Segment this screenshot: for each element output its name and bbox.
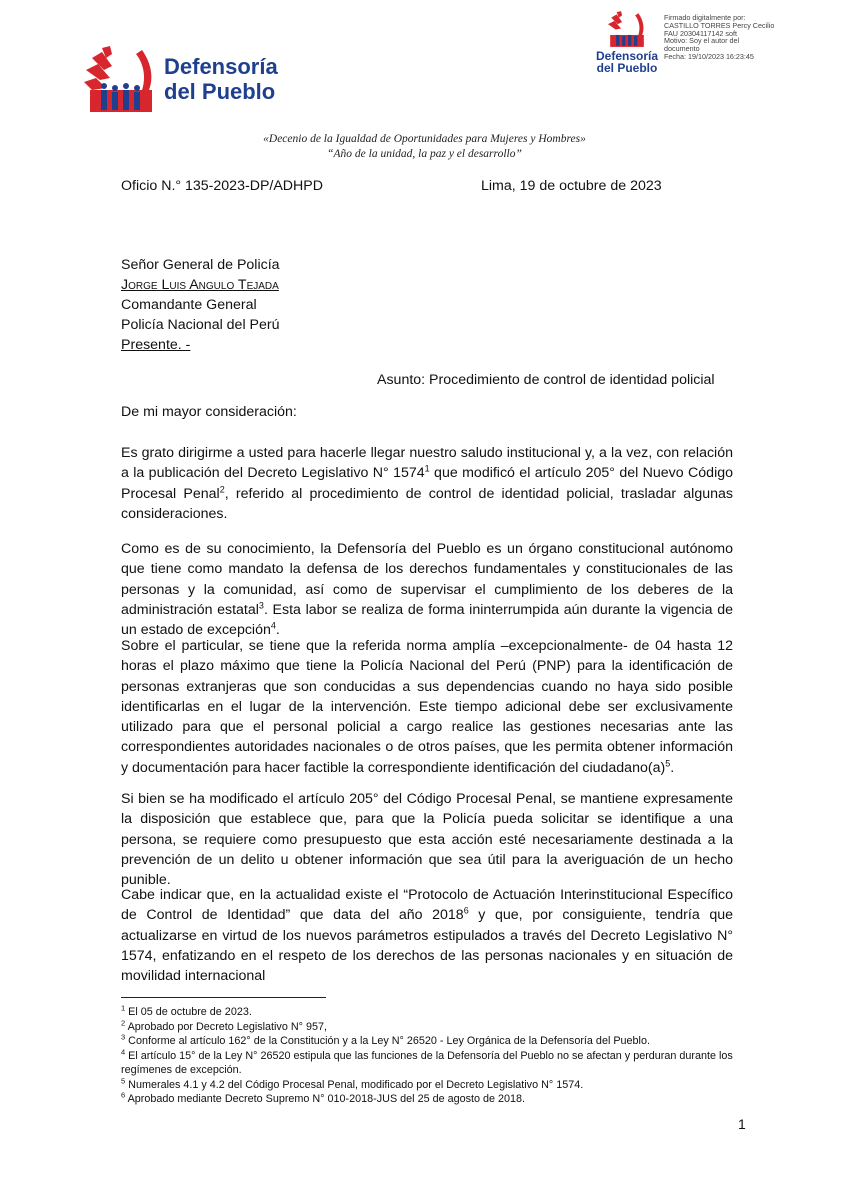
footnote-number: 5 [121, 1075, 126, 1085]
p3-text: . [670, 759, 675, 776]
letter-date: Lima, 19 de octubre de 2023 [481, 178, 662, 194]
oficio-number: Oficio N.° 135-2023-DP/ADHPD [121, 178, 324, 194]
footnote [121, 1034, 733, 1049]
paragraph-1 [121, 443, 733, 524]
footnote-number: 4 [121, 1046, 126, 1056]
signature-line: documento [664, 44, 700, 54]
paragraph-4: Si bien se ha modificado el artículo 205° del Código Procesal Penal, se mantiene expresamente la disposición que establece que, para que la Policía pueda solicitar se identifique a una persona, se requiere como presupuesto que esta acción esté necesariamente destinada a la prevención de un delito u obtener información que sea útil para la averiguación de un hecho punible. [121, 791, 733, 889]
defensoria-emblem-icon [82, 44, 160, 114]
recipient-title: Señor General de Policía [121, 257, 280, 273]
recipient-name: Jorge Luis Angulo Tejada [121, 277, 279, 293]
year-motto: “Año de la unidad, la paz y el desarrollo” [327, 148, 522, 160]
signature-line: Fecha: 19/10/2023 16:23:45 [664, 51, 754, 61]
p2-text: . [275, 622, 280, 639]
footnote [121, 1075, 733, 1093]
footnote-ref: 5 [665, 758, 671, 769]
p3-text: Sobre el particular, se tiene que la referida norma amplía –excepcionalmente- de 04 hasta 12 horas el plazo máximo que tiene la Policía Nacional del Perú (PNP) para la identificación de personas extranjeras que son conducidas a sus dependencias cuando no haya sido posible identificarlas en el lugar de la intervención. Este tiempo adicional debe ser exclusivamente utilizado para que el personal policial a cargo realice las gestiones necesarias ante las correspondientes autoridades nacionales o de otros países, que les permita obtener información y documentación para hacer factible la correspondiente identificación del ciudadano(a) [121, 638, 733, 776]
footnote-text: Conforme al artículo 162° de la Constitución y a la Ley N° 26520 - Ley Orgánica de la Defensoría del Pueblo. [125, 1035, 650, 1047]
paragraph-5 [121, 885, 733, 986]
footnote-ref: 2 [219, 483, 225, 494]
defensoria-small-logo [596, 10, 658, 74]
defensoria-emblem-icon [602, 10, 652, 48]
footnote-ref: 4 [270, 620, 276, 631]
signature-line: FAU 20304117142 soft [664, 28, 737, 38]
footnote-divider [121, 997, 326, 998]
footnote [121, 1046, 733, 1078]
signature-line: Firmado digitalmente por: [664, 13, 746, 22]
footnote-number: 1 [121, 1003, 126, 1013]
digital-signature [664, 14, 834, 61]
greeting: De mi mayor consideración: [121, 404, 297, 420]
page-number: 1 [738, 1116, 746, 1132]
footnote-number: 3 [121, 1032, 126, 1042]
paragraph-3 [121, 636, 733, 778]
presente: Presente. - [121, 337, 191, 353]
decenio-line: «Decenio de la Igualdad de Oportunidades para Mujeres y Hombres» [263, 133, 586, 145]
p5-text: y que, por consiguiente, tendría que actualizarse en virtud de los nuevos parámetros estipulados a través del Decreto Legislativo N° 1574, enfatizando en el respeto de los derechos de las personas nacionales y en situación de movilidad internacional [121, 907, 733, 985]
small-logo-line1: Defensoría [596, 49, 659, 63]
p2-text: Como es de su conocimiento, la Defensoría del Pueblo es un órgano constitucional autónomo que tiene como mandato la defensa de los derechos fundamentales y constitucionales de las personas y la comunidad, así como de supervisar el cumplimiento de los deberes de la administración estatal [121, 541, 733, 618]
recipient-institution: Policía Nacional del Perú [121, 317, 280, 333]
footnote [121, 1005, 733, 1020]
footnote-number: 6 [121, 1090, 126, 1100]
footnote-ref: 6 [463, 905, 469, 916]
p1-text: que modificó el artículo 205° del Nuevo Código Procesal Penal [121, 465, 733, 502]
footnote-text: Aprobado mediante Decreto Supremo N° 010-2018-JUS del 25 de agosto de 2018. [125, 1093, 526, 1105]
footnote [121, 1092, 733, 1107]
logo-line2: del Pueblo [164, 79, 276, 104]
footnote-text: El 05 de octubre de 2023. [125, 1006, 252, 1018]
addressee-block [121, 255, 280, 355]
small-logo-line2: del Pueblo [596, 61, 658, 75]
signature-line: Motivo: Soy el autor del [664, 36, 740, 46]
recipient-position: Comandante General [121, 297, 257, 313]
logo-line1: Defensoría [164, 54, 278, 79]
p1-text: Es grato dirigirme a usted para hacerle llegar nuestro saludo institucional y, a la vez, con relación a la publicación del Decreto Legislativo N° 1574 [121, 445, 733, 482]
footnote-number: 2 [121, 1017, 126, 1027]
footnote-text: El artículo 15° de la Ley N° 26520 estipula que las funciones de la Defensoría del Pueblo no se afectan y perduran durante los regímenes de excepción. [121, 1049, 733, 1076]
p2-text: . Esta labor se realiza de forma ininterrumpida aún durante la vigencia de un estado de excepción [121, 601, 733, 639]
signature-line: CASTILLO TORRES Percy Cecilio [664, 20, 775, 30]
p1-text: , referido al procedimiento de control de identidad policial, trasladar algunas consideraciones. [121, 485, 733, 522]
footnote-ref: 3 [258, 600, 264, 611]
defensoria-logo [82, 44, 278, 114]
decenio-header [0, 132, 849, 162]
footnote-text: Numerales 4.1 y 4.2 del Código Procesal Penal, modificado por el Decreto Legislativo N° 1574. [125, 1078, 584, 1091]
p5-text: Cabe indicar que, en la actualidad existe el “Protocolo de Actuación Interinstitucional Específico de Control de Identidad” que data del año 2018 [121, 887, 733, 924]
footnote-text: Aprobado por Decreto Legislativo N° 957, [125, 1020, 327, 1033]
paragraph-2 [121, 539, 733, 640]
footnote-ref: 1 [424, 463, 430, 474]
footnote [121, 1017, 733, 1035]
footnotes [121, 1005, 733, 1107]
subject-line: Asunto: Procedimiento de control de identidad policial [377, 372, 715, 388]
